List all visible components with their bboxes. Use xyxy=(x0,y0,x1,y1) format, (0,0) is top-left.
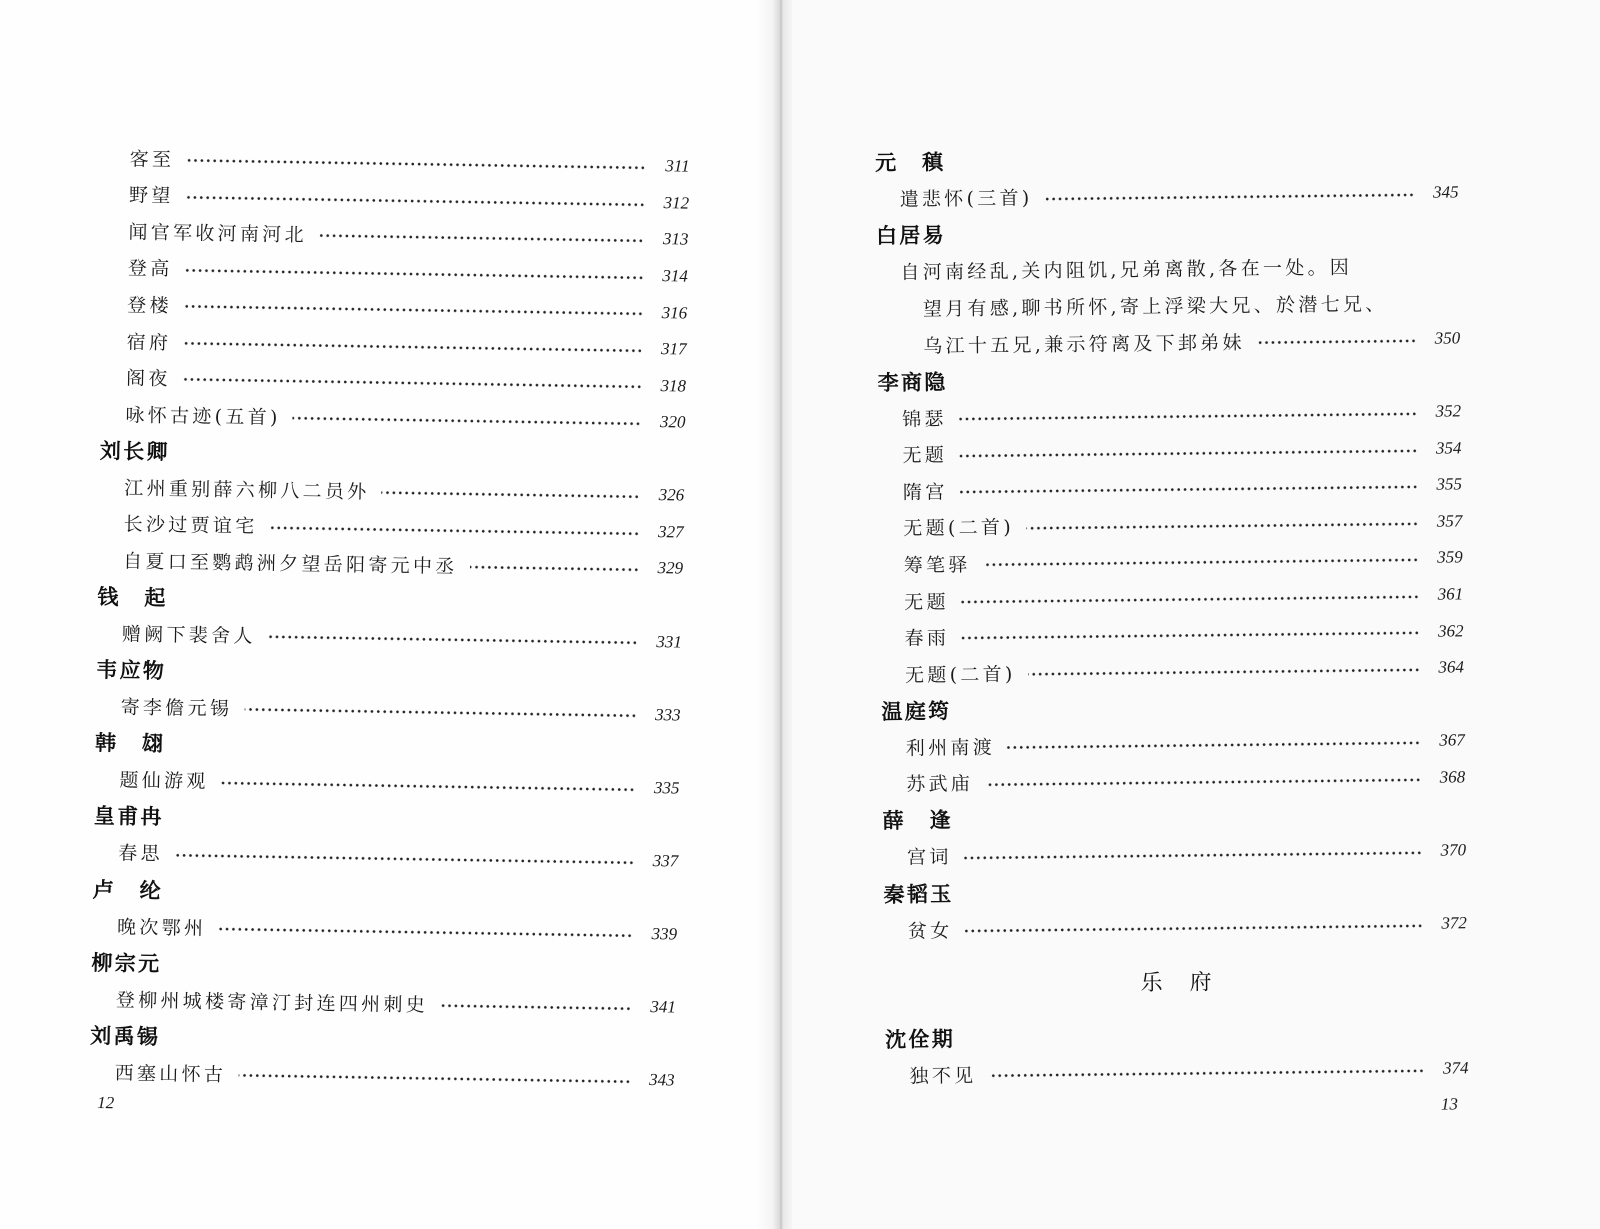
page-ref: 311 xyxy=(665,156,690,176)
entry-title: 利州南渡 xyxy=(905,736,996,760)
author-name: 韦应物 xyxy=(96,657,167,684)
page-ref: 337 xyxy=(652,851,679,871)
page-ref: 333 xyxy=(654,704,681,725)
dot-leader xyxy=(267,617,638,660)
page-ref: 355 xyxy=(1436,474,1463,494)
page-ref: 350 xyxy=(1434,328,1461,348)
dot-leader xyxy=(963,833,1422,875)
dot-leader xyxy=(985,759,1421,801)
entry-title: 西塞山怀古 xyxy=(114,1062,227,1086)
dot-leader xyxy=(319,216,645,258)
author-name: 秦韬玉 xyxy=(883,880,954,907)
page-ref: 343 xyxy=(648,1070,675,1090)
page-ref: 367 xyxy=(1439,730,1465,750)
toc-entry xyxy=(875,174,1458,217)
section-heading: 乐 府 xyxy=(1140,970,1212,996)
page-ref: 370 xyxy=(1440,840,1467,860)
page-ref: 361 xyxy=(1437,584,1464,604)
entry-title-continued: 望月有感,聊书所怀,寄上浮梁大兄、於潜七兄、 xyxy=(922,293,1388,321)
author-name: 沈佺期 xyxy=(885,1025,956,1052)
left-page-contents xyxy=(89,139,690,1138)
toc-entry xyxy=(885,1050,1468,1093)
entry-title: 苏武庙 xyxy=(906,773,974,797)
dot-leader xyxy=(961,577,1420,619)
page-ref: 329 xyxy=(657,558,684,579)
entry-title: 登柳州城楼寄漳汀封连四州刺史 xyxy=(115,989,429,1017)
page-ref: 362 xyxy=(1437,620,1464,641)
entry-title: 自夏口至鹦鹉洲夕望岳阳寄元中丞 xyxy=(122,550,458,578)
dot-leader xyxy=(1044,174,1414,215)
entry-title: 无题 xyxy=(904,590,949,614)
author-name: 李商隐 xyxy=(877,368,948,395)
entry-title: 筹笔驿 xyxy=(903,553,971,577)
book-gutter xyxy=(756,0,792,1229)
dot-leader xyxy=(988,1051,1424,1093)
page-ref: 313 xyxy=(662,229,689,249)
dot-leader xyxy=(244,690,637,733)
entry-title: 阁夜 xyxy=(125,367,171,391)
dot-leader xyxy=(220,763,635,806)
page-ref: 314 xyxy=(662,266,688,286)
dot-leader xyxy=(381,473,640,514)
page-ref: 341 xyxy=(650,997,676,1017)
dot-leader xyxy=(982,540,1418,582)
entry-title: 寄李儋元锡 xyxy=(120,696,233,721)
entry-title: 晚次鄂州 xyxy=(116,915,207,940)
toc-entry xyxy=(881,649,1464,692)
dot-leader xyxy=(959,430,1418,472)
toc-entry-line xyxy=(877,320,1460,363)
author-name: 卢 纶 xyxy=(92,876,164,903)
author-name: 薛 逢 xyxy=(882,807,954,834)
author-name: 白居易 xyxy=(875,222,947,249)
page-ref: 372 xyxy=(1441,913,1467,933)
entry-title: 春雨 xyxy=(904,627,950,650)
dot-leader xyxy=(961,613,1420,655)
dot-leader xyxy=(1026,503,1419,544)
entry-title: 野望 xyxy=(128,184,174,208)
author-name: 刘长卿 xyxy=(99,437,170,464)
author-name: 元 稹 xyxy=(875,149,946,176)
entry-title: 咏怀古迹(五首) xyxy=(125,404,281,429)
page-ref: 316 xyxy=(661,302,688,323)
entry-title: 登楼 xyxy=(127,294,173,318)
page-number: 12 xyxy=(97,1093,115,1113)
entry-title: 登高 xyxy=(127,257,173,281)
entry-title: 闻官军收河南河北 xyxy=(128,221,308,247)
page-ref: 374 xyxy=(1442,1058,1469,1078)
dot-leader xyxy=(292,398,641,440)
entry-title-continued: 乌江十五兄,兼示符离及下邽弟妹 xyxy=(923,331,1245,358)
toc-entry xyxy=(884,905,1467,948)
entry-title: 贫女 xyxy=(907,919,953,943)
page-number: 13 xyxy=(1440,1094,1459,1114)
page-ref: 317 xyxy=(660,339,687,359)
dot-leader xyxy=(218,909,633,952)
entry-title: 长沙过贾谊宅 xyxy=(123,513,258,538)
dot-leader xyxy=(469,547,639,586)
author-name: 刘禹锡 xyxy=(90,1022,161,1049)
page-ref: 345 xyxy=(1432,182,1459,202)
author-name: 温庭筠 xyxy=(881,697,952,724)
entry-title: 宫词 xyxy=(906,846,952,870)
entry-title: 宿府 xyxy=(126,330,172,354)
toc-entry xyxy=(883,832,1466,875)
dot-leader xyxy=(269,507,640,550)
dot-leader xyxy=(959,394,1418,436)
entry-title: 无题(二首) xyxy=(903,516,1015,541)
entry-title: 独不见 xyxy=(909,1064,977,1088)
right-page-contents xyxy=(875,137,1469,1134)
entry-title: 遣悲怀(三首) xyxy=(899,187,1033,212)
author-name: 钱 起 xyxy=(97,583,168,611)
page-ref: 312 xyxy=(663,193,690,213)
dot-leader xyxy=(1007,723,1421,764)
page-ref: 359 xyxy=(1437,547,1463,568)
page-ref: 326 xyxy=(658,485,685,505)
entry-title: 春思 xyxy=(118,842,164,866)
dot-leader xyxy=(959,467,1418,509)
dot-leader xyxy=(185,177,645,221)
page-ref: 331 xyxy=(656,631,682,652)
dot-leader xyxy=(175,835,635,879)
page-ref: 327 xyxy=(657,522,684,542)
page-ref: 335 xyxy=(653,777,680,798)
entry-title: 自河南经乱,关内阻饥,兄弟离散,各在一处。因 xyxy=(900,257,1353,285)
page-ref: 357 xyxy=(1436,511,1463,531)
dot-leader xyxy=(1027,650,1420,691)
page-ref: 352 xyxy=(1435,401,1462,421)
toc-entry xyxy=(882,759,1465,802)
page-ref: 318 xyxy=(660,375,687,396)
entry-title: 客至 xyxy=(129,148,175,171)
dot-leader xyxy=(964,906,1423,948)
entry-title: 锦瑟 xyxy=(902,407,947,431)
author-name: 韩 翃 xyxy=(94,730,166,757)
page-ref: 368 xyxy=(1439,767,1466,787)
page-ref: 320 xyxy=(659,412,686,432)
entry-title: 题仙游观 xyxy=(119,769,209,794)
entry-title: 赠阙下裴舍人 xyxy=(121,623,256,648)
page-ref: 364 xyxy=(1438,657,1465,677)
page-ref: 354 xyxy=(1435,438,1462,458)
entry-title: 无题(二首) xyxy=(904,663,1016,687)
dot-leader xyxy=(182,360,642,404)
author-name: 皇甫冉 xyxy=(93,803,164,830)
entry-title: 无题 xyxy=(902,444,948,467)
page-ref: 339 xyxy=(651,924,678,944)
dot-leader xyxy=(440,986,632,1026)
entry-title: 江州重别薛六柳八二员外 xyxy=(124,477,370,504)
dot-leader xyxy=(238,1055,631,1098)
author-name: 柳宗元 xyxy=(91,949,162,976)
entry-title: 隋宫 xyxy=(902,481,948,504)
dot-leader xyxy=(1257,321,1417,359)
